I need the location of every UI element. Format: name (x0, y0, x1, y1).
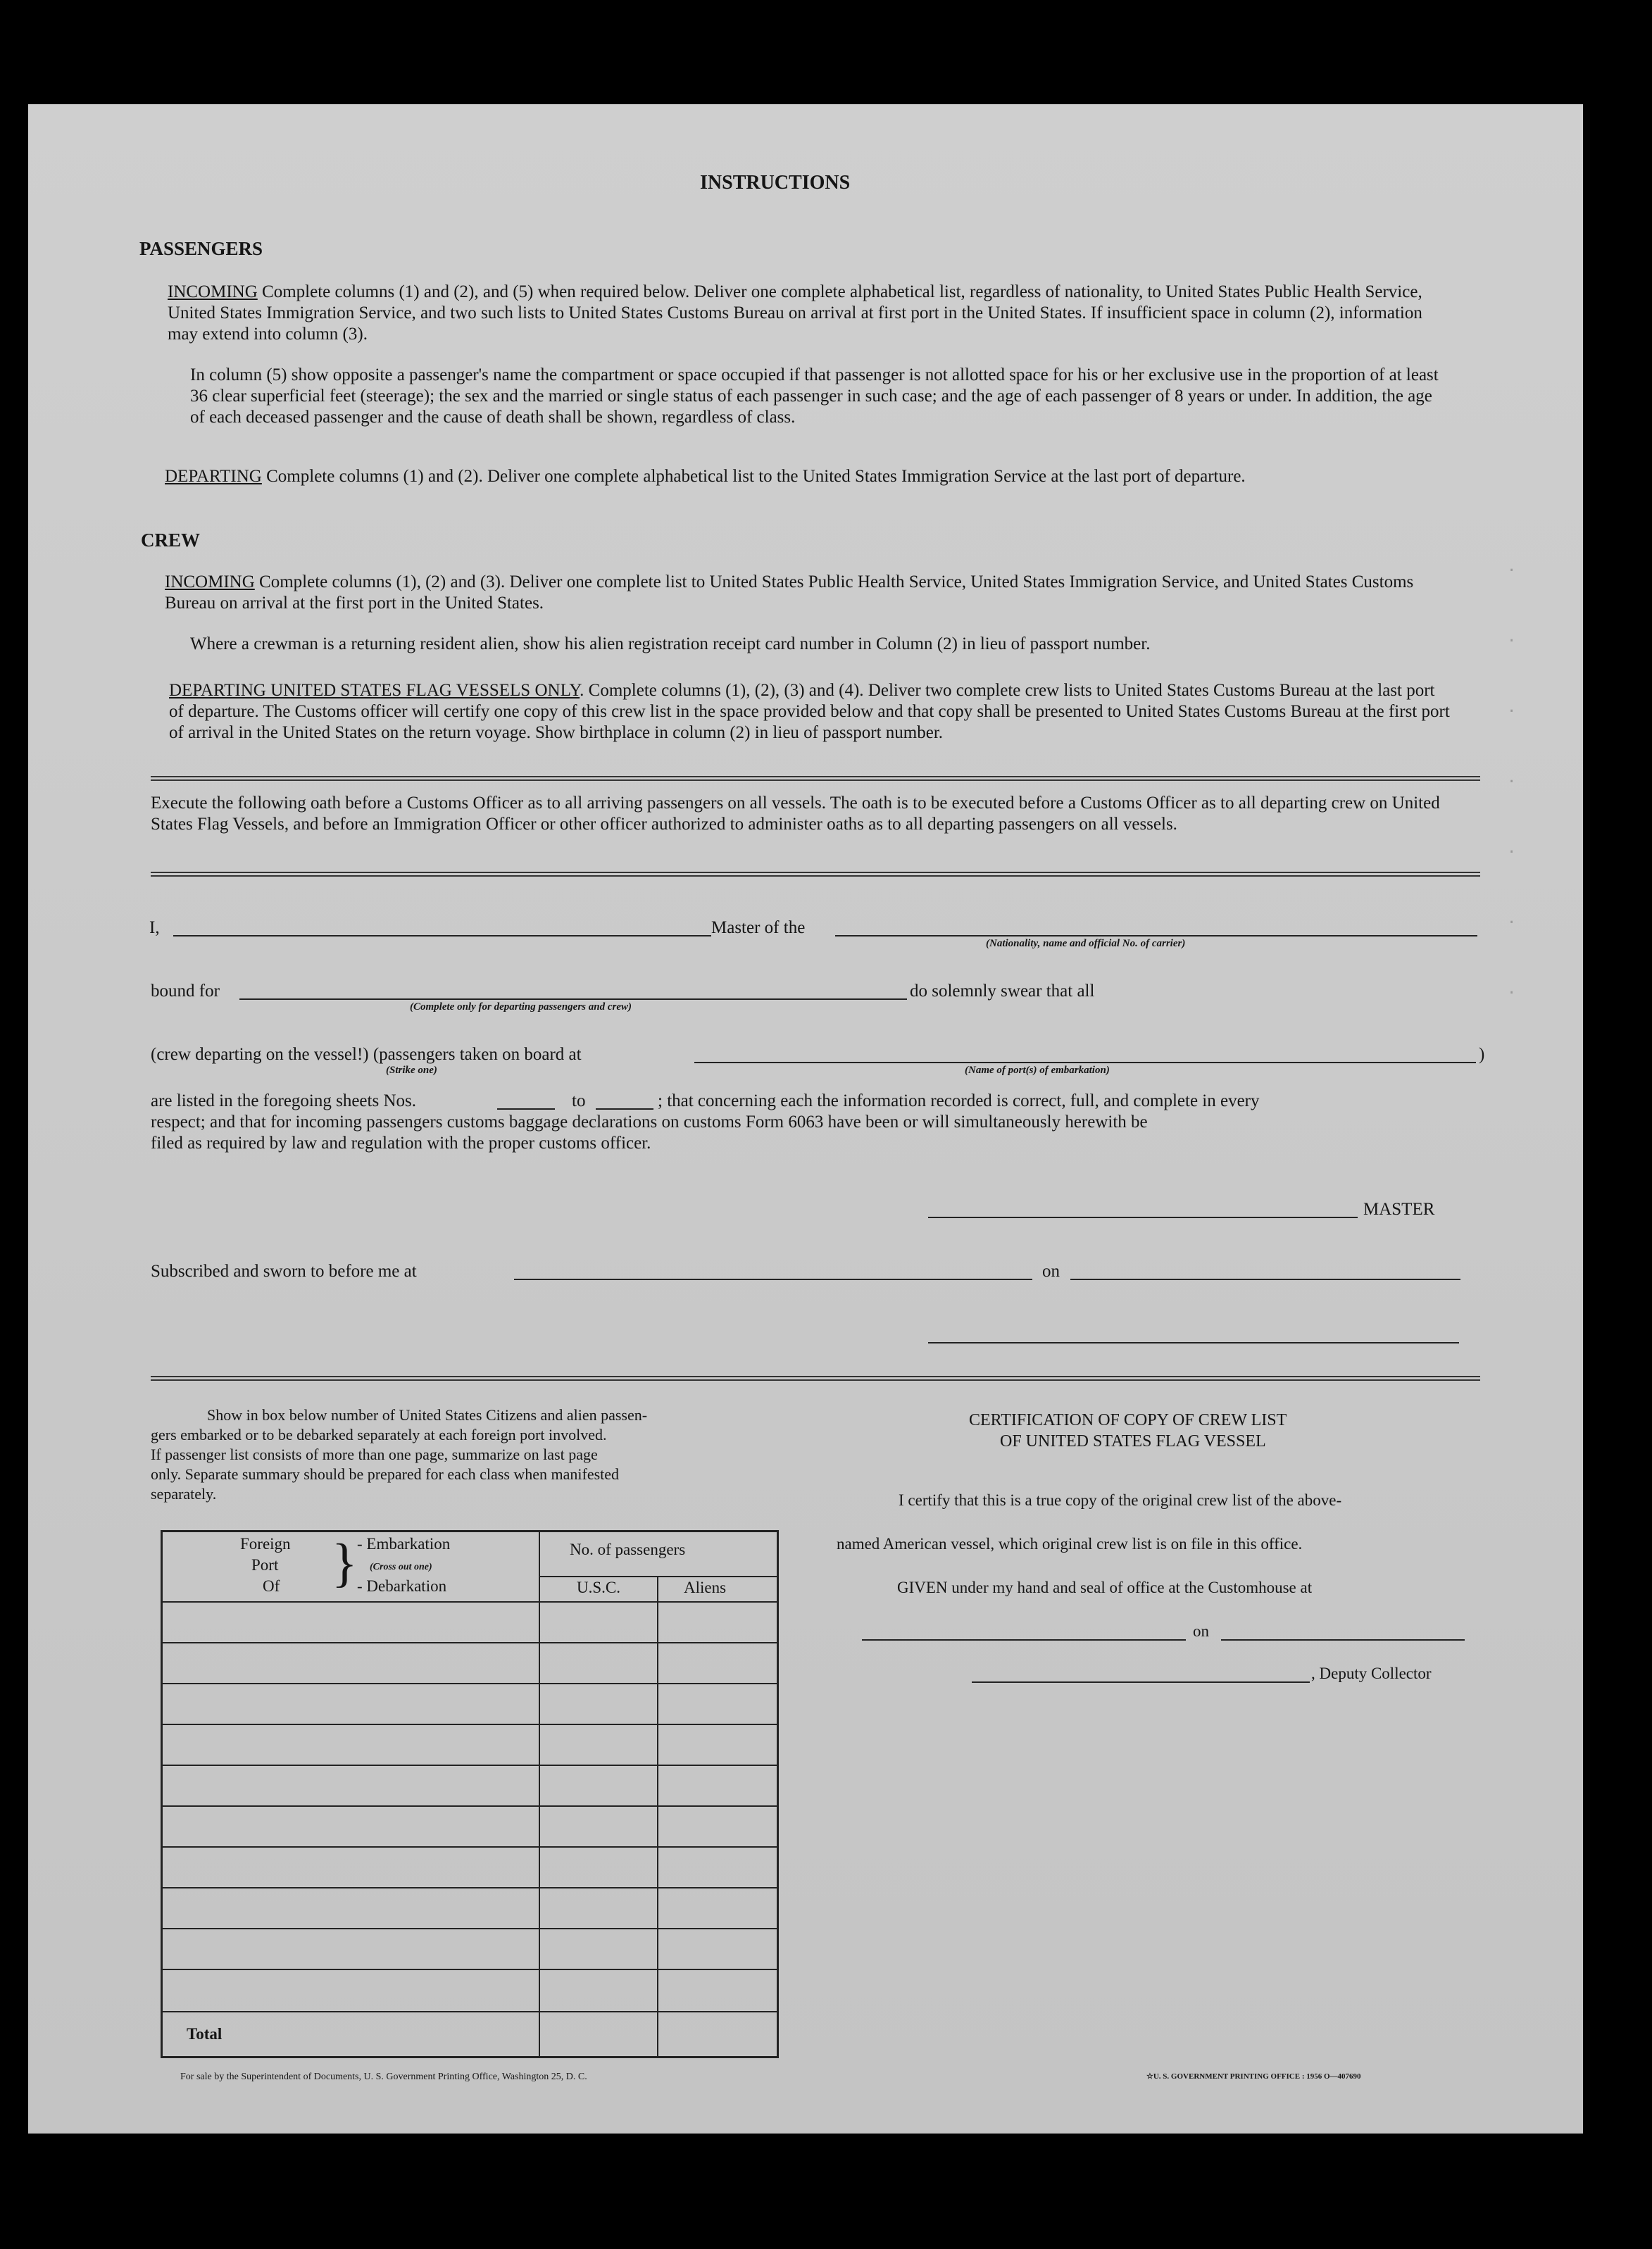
officer-signature-field[interactable] (928, 1342, 1459, 1343)
of-label: Of (263, 1577, 280, 1595)
passengers-departing-text: Complete columns (1) and (2). Deliver one complete alphabetical list to the United States Immigration Service at the last port of departure. (266, 467, 1246, 486)
table-row-divider (163, 1642, 777, 1643)
bound-for-caption: (Complete only for departing passengers and crew) (410, 1001, 632, 1013)
crew-departing-label: (crew departing on the vessel!) (passengers taken on board at (151, 1045, 582, 1064)
sworn-date-field[interactable] (1070, 1279, 1460, 1280)
close-paren: ) (1479, 1045, 1485, 1064)
aliens-header: Aliens (684, 1579, 727, 1596)
summary-instruction-line: Show in box below number of United States Citizens and alien passen- (207, 1406, 648, 1424)
summary-instruction-line: only. Separate summary should be prepared for each class when manifested (151, 1465, 620, 1483)
summary-instruction (151, 1405, 784, 1504)
table-row-divider (163, 2011, 777, 2012)
oath-i-label: I, (149, 918, 160, 937)
total-label: Total (187, 2025, 223, 2043)
customhouse-field[interactable] (862, 1639, 1186, 1641)
crew-heading: CREW (141, 530, 201, 551)
listed-text-c: respect; and that for incoming passengers customs baggage declarations on customs Form 6063 have been or will simultaneously herewith be (151, 1113, 1148, 1132)
certification-date-field[interactable] (1221, 1639, 1465, 1641)
crew-departing-label: DEPARTING UNITED STATES FLAG VESSELS ONLY (169, 681, 580, 700)
crew-incoming-label: INCOMING (165, 572, 255, 591)
swear-label: do solemnly swear that all (910, 982, 1095, 1001)
passengers-heading: PASSENGERS (139, 238, 263, 259)
nationality-caption: (Nationality, name and official No. of carrier) (986, 938, 1186, 949)
listed-text-d: filed as required by law and regulation with the proper customs officer. (151, 1134, 651, 1153)
table-row-divider (163, 1765, 777, 1766)
listed-sheets-label: are listed in the foregoing sheets Nos. (151, 1091, 416, 1110)
sworn-location-field[interactable] (514, 1279, 1032, 1280)
passengers-incoming-text: Complete columns (1) and (2), and (5) when required below. Deliver one complete alphabetical list, regardless of nationality, to United States Public Health Service, United States Immigration Service, and two such lists to United States Customs Bureau on arrival at first port in the United States. If insufficient space in column (2), information may extend into column (3). (168, 282, 1422, 344)
deputy-collector-label: , Deputy Collector (1311, 1665, 1432, 1682)
summary-instruction-line: separately. (151, 1485, 217, 1503)
certification-line-1: I certify that this is a true copy of the original crew list of the above- (899, 1491, 1342, 1509)
bound-for-label: bound for (151, 982, 220, 1001)
no-passengers-header: No. of passengers (570, 1541, 686, 1558)
bound-for-field[interactable] (239, 998, 907, 1000)
table-header-divider (539, 1576, 777, 1577)
table-row-divider (163, 1928, 777, 1929)
table-row-divider (163, 1601, 777, 1603)
port-label: Port (251, 1556, 279, 1574)
debarkation-label: - Debarkation (357, 1577, 447, 1595)
strike-one-caption: (Strike one) (386, 1065, 437, 1076)
passengers-incoming-paragraph (168, 282, 1451, 345)
ports-caption: (Name of port(s) of embarkation) (965, 1065, 1110, 1076)
certification-title-1: CERTIFICATION OF COPY OF CREW LIST (969, 1411, 1287, 1429)
master-of-the-label: Master of the (711, 918, 806, 937)
master-name-field[interactable] (173, 935, 711, 936)
passenger-summary-table (161, 1530, 779, 2058)
oath-instruction: Execute the following oath before a Customs Officer as to all arriving passengers on all vessels. The oath is to be executed before a Customs Officer as to all departing crew on United States Flag Vessels, and before an Immigration Officer or other officer authorized to administer oaths as to all departing passengers on all vessels. (151, 794, 1440, 834)
table-row-divider (163, 1887, 777, 1888)
cross-out-caption: (Cross out one) (370, 1562, 432, 1572)
subscribed-label: Subscribed and sworn to before me at (151, 1262, 417, 1281)
certification-line-3: GIVEN under my hand and seal of office at the Customhouse at (897, 1579, 1313, 1596)
passengers-incoming-label: INCOMING (168, 282, 258, 301)
summary-instruction-line: gers embarked or to be debarked separately at each foreign port involved. (151, 1426, 607, 1443)
deputy-collector-signature-field[interactable] (972, 1681, 1310, 1683)
embarkation-label: - Embarkation (357, 1535, 451, 1553)
certification-line-2: named American vessel, which original crew list is on file in this office. (837, 1535, 1303, 1553)
listed-text-b: ; that concerning each the information recorded is correct, full, and complete in every (658, 1091, 1260, 1110)
crew-departing-text: . Complete columns (1), (2), (3) and (4). Deliver two complete crew lists to United States Customs Bureau at the last port of departure. The Customs officer will certify one copy of this crew list in the space provided below and that copy shall be presented to United States Customs Bureau at the first port of arrival in the United States on the return voyage. Show birthplace in column (2) in lieu of passport number. (169, 681, 1450, 742)
bleed-through-marks: · · · · · · · (1507, 562, 1517, 1002)
master-signature-field[interactable] (928, 1217, 1358, 1218)
foreign-label: Foreign (240, 1535, 291, 1553)
table-column-divider (539, 1532, 540, 2056)
crew-departing-paragraph (169, 680, 1451, 744)
master-label: MASTER (1363, 1200, 1435, 1219)
table-row-divider (163, 1805, 777, 1807)
passengers-departing-label: DEPARTING (165, 467, 262, 486)
footer-right: ☆U. S. GOVERNMENT PRINTING OFFICE : 1956 O—407690 (1146, 2072, 1361, 2081)
usc-header: U.S.C. (577, 1579, 620, 1596)
footer-left: For sale by the Superintendent of Documents, U. S. Government Printing Office, Washington 25, D. C. (180, 2072, 587, 2082)
table-row-divider (163, 1846, 777, 1848)
summary-instruction-line: If passenger list consists of more than one page, summarize on last page (151, 1446, 598, 1463)
sheet-to-field[interactable] (596, 1108, 653, 1110)
table-row-divider (163, 1683, 777, 1684)
crew-incoming-paragraph (165, 572, 1451, 614)
certification-title-2: OF UNITED STATES FLAG VESSEL (1000, 1432, 1266, 1451)
instructions-title: INSTRUCTIONS (700, 172, 851, 194)
divider-line (151, 1376, 1480, 1381)
brace-glyph: } (332, 1534, 358, 1593)
sworn-on-label: on (1042, 1262, 1060, 1281)
divider-line (151, 872, 1480, 877)
table-row-divider (163, 1724, 777, 1725)
table-column-divider (657, 1576, 658, 2056)
embarkation-ports-field[interactable] (694, 1062, 1476, 1063)
carrier-field[interactable] (835, 935, 1477, 936)
passengers-departing-paragraph (165, 466, 1451, 487)
certification-on-label: on (1193, 1622, 1209, 1640)
table-row-divider (163, 1969, 777, 1970)
crew-incoming-text: Complete columns (1), (2) and (3). Deliver one complete list to United States Public Health Service, United States Immigration Service, and United States Customs Bureau on arrival at the first port in the United States. (165, 572, 1414, 613)
sheet-from-field[interactable] (497, 1108, 555, 1110)
column5-paragraph: In column (5) show opposite a passenger's name the compartment or space occupied if that passenger is not allotted space for his or her exclusive use in the proportion of at least 36 clear superficial feet (steerage); the sex and the married or single status of each passenger in such case; and the age of each passenger of 8 years or under. In addition, the age of each deceased passenger and the cause of death shall be shown, regardless of class. (190, 365, 1439, 427)
divider-line (151, 776, 1480, 781)
listed-to-label: to (572, 1091, 586, 1110)
crew-resident-paragraph: Where a crewman is a returning resident alien, show his alien registration receipt card number in Column (2) in lieu of passport number. (190, 634, 1151, 653)
form-sheet (28, 104, 1583, 2134)
